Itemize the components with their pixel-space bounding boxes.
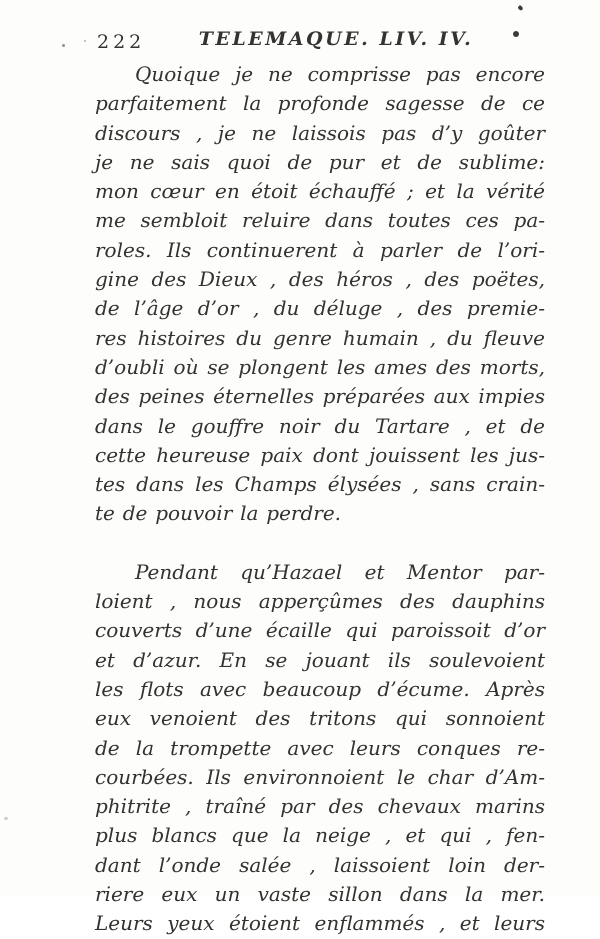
text-line: te de pouvoir la perdre.	[95, 501, 342, 526]
text-line: courbées. Ils environnoient le char d’Am-	[95, 764, 545, 789]
text-line: mon cœur en étoit échauffé ; et la vérité	[95, 179, 545, 204]
text-line: dant l’onde salée , laissoient loin der-	[95, 852, 545, 877]
text-line: eux venoient des tritons qui sonnoient	[95, 706, 545, 731]
text-line: je ne sais quoi de pur et de sublime:	[95, 149, 545, 174]
text-line: de l’âge d’or , du déluge , des premie-	[95, 296, 545, 321]
text-line: couverts d’une écaille qui paroissoit d’or	[95, 618, 545, 643]
text-line: les flots avec beaucoup d’écume. Après	[95, 676, 545, 701]
page-body	[95, 60, 545, 939]
text-line: de la trompette avec leurs conques re-	[95, 735, 545, 760]
ink-speck	[517, 5, 523, 11]
text-line: cette heureuse paix dont jouissent les jus-	[95, 442, 545, 467]
page-header	[95, 28, 547, 54]
text-line: roles. Ils continuerent à parler de l’ori-	[95, 237, 545, 262]
text-line: dans le gouffre noir du Tartare , et de	[95, 413, 545, 438]
text-line: discours , je ne laissois pas d’y goûter	[95, 120, 545, 145]
ink-speck	[4, 817, 8, 820]
text-line: res histoires du genre humain , du fleuve	[95, 325, 545, 350]
text-line: parfaitement la profonde sagesse de ce	[95, 91, 545, 116]
text-line: d’oubli où se plongent les ames des morts,	[95, 354, 545, 379]
text-line: gine des Dieux , des héros , des poëtes,	[95, 267, 545, 292]
text-line: riere eux un vaste sillon dans la mer.	[95, 882, 545, 907]
text-line: loient , nous apperçûmes des dauphins	[95, 589, 545, 614]
ink-speck	[513, 31, 519, 37]
paragraph	[95, 558, 545, 939]
paragraph	[95, 60, 545, 529]
text-line: des peines éternelles préparées aux impies	[95, 384, 545, 409]
running-title: TELEMAQUE. LIV. IV.	[198, 28, 474, 50]
text-line: Leurs yeux étoient enflammés , et leurs	[95, 911, 545, 936]
page-number: 222	[97, 31, 146, 53]
text-line: Quoique je ne comprisse pas encore	[135, 62, 545, 86]
text-line: et d’azur. En se jouant ils soulevoient	[95, 647, 545, 672]
text-line: me sembloit reluire dans toutes ces pa-	[95, 208, 545, 233]
text-line: Pendant qu’Hazael et Mentor par-	[135, 559, 545, 584]
ink-speck	[62, 44, 65, 47]
text-line: plus blancs que la neige , et qui , fen-	[95, 823, 545, 848]
text-line: tes dans les Champs élysées , sans crain-	[95, 472, 545, 497]
text-line: phitrite , traîné par des chevaux marins	[95, 794, 545, 819]
ink-speck	[84, 40, 86, 42]
